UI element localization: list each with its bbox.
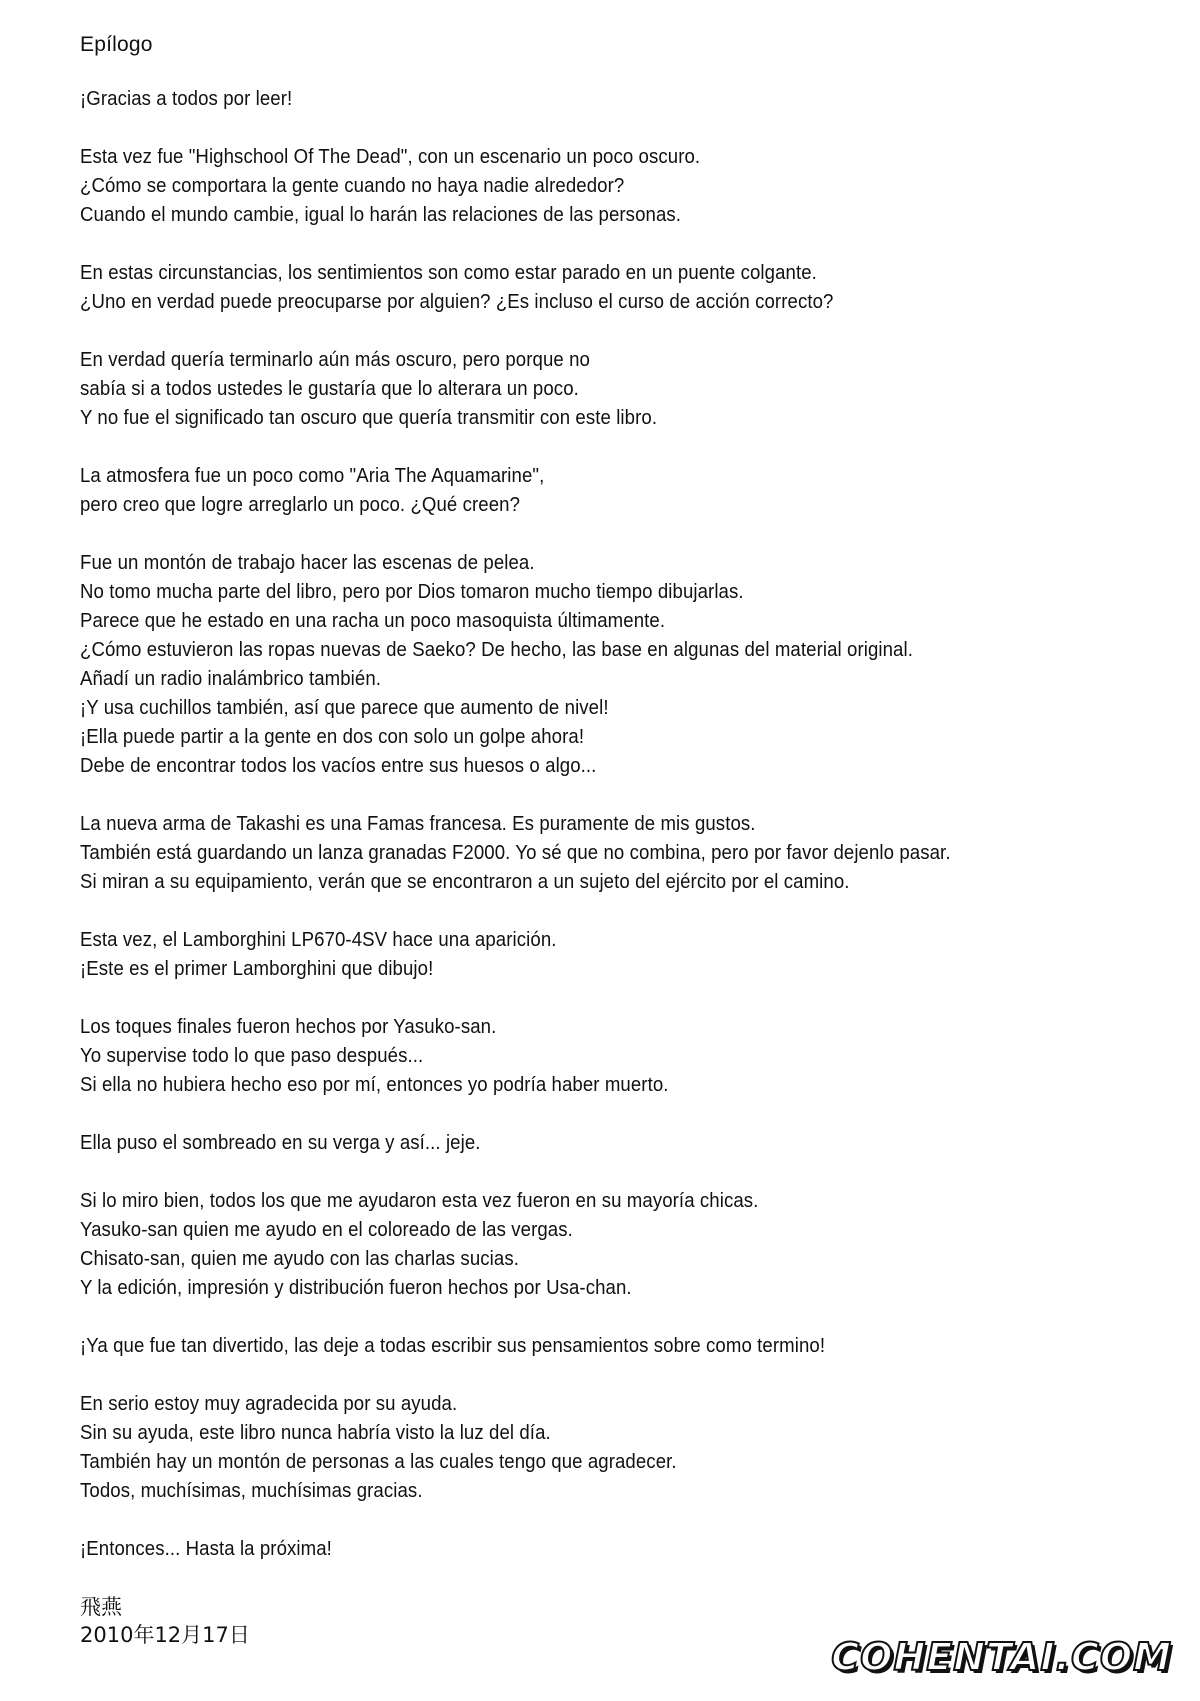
text-line: ¡Este es el primer Lamborghini que dibujo! xyxy=(80,958,434,980)
paragraph xyxy=(80,549,1160,781)
text-line: En serio estoy muy agradecida por su ayuda. xyxy=(80,1393,458,1415)
text-line: Si ella no hubiera hecho eso por mí, entonces yo podría haber muerto. xyxy=(80,1074,669,1096)
page-title: Epílogo xyxy=(80,33,153,56)
text-line: ¡Ella puede partir a la gente en dos con solo un golpe ahora! xyxy=(80,726,585,748)
text-line: Si lo miro bien, todos los que me ayudaron esta vez fueron en su mayoría chicas. xyxy=(80,1190,759,1212)
text-line: Añadí un radio inalámbrico también. xyxy=(80,668,382,690)
text-line: Debe de encontrar todos los vacíos entre sus huesos o algo... xyxy=(80,755,597,777)
text-line: sabía si a todos ustedes le gustaría que lo alterara un poco. xyxy=(80,378,579,400)
epilogue-page xyxy=(80,30,1160,1649)
text-line: ¡Entonces... Hasta la próxima! xyxy=(80,1538,332,1560)
text-line: Cuando el mundo cambie, igual lo harán las relaciones de las personas. xyxy=(80,204,682,226)
paragraph xyxy=(80,1129,1160,1158)
epilogue-body xyxy=(80,85,1160,1564)
text-line: ¿Uno en verdad puede preocuparse por alguien? ¿Es incluso el curso de acción correcto? xyxy=(80,291,834,313)
text-line: La nueva arma de Takashi es una Famas francesa. Es puramente de mis gustos. xyxy=(80,813,756,835)
text-line: Si miran a su equipamiento, verán que se encontraron a un sujeto del ejército por el camino. xyxy=(80,871,850,893)
paragraph xyxy=(80,346,1160,433)
text-line: ¿Cómo se comportara la gente cuando no haya nadie alrededor? xyxy=(80,175,625,197)
paragraph xyxy=(80,1535,1160,1564)
text-line: Esta vez, el Lamborghini LP670-4SV hace una aparición. xyxy=(80,929,557,951)
paragraph xyxy=(80,810,1160,897)
paragraph xyxy=(80,926,1160,984)
text-line: La atmosfera fue un poco como "Aria The Aquamarine", xyxy=(80,465,545,487)
text-line: En estas circunstancias, los sentimientos son como estar parado en un puente colgante. xyxy=(80,262,817,284)
text-line: ¿Cómo estuvieron las ropas nuevas de Saeko? De hecho, las base en algunas del material original. xyxy=(80,639,913,661)
text-line: Y la edición, impresión y distribución fueron hechos por Usa-chan. xyxy=(80,1277,632,1299)
paragraph xyxy=(80,462,1160,520)
paragraph xyxy=(80,259,1160,317)
text-line: Todos, muchísimas, muchísimas gracias. xyxy=(80,1480,423,1502)
text-line: También hay un montón de personas a las cuales tengo que agradecer. xyxy=(80,1451,677,1473)
text-line: Yo supervise todo lo que paso después... xyxy=(80,1045,424,1067)
text-line: Chisato-san, quien me ayudo con las charlas sucias. xyxy=(80,1248,519,1270)
paragraph xyxy=(80,1332,1160,1361)
paragraph xyxy=(80,143,1160,230)
site-watermark: COHENTAI.COM xyxy=(831,1635,1172,1679)
paragraph xyxy=(80,1013,1160,1100)
text-line: Fue un montón de trabajo hacer las escenas de pelea. xyxy=(80,552,535,574)
text-line: Sin su ayuda, este libro nunca habría visto la luz del día. xyxy=(80,1422,551,1444)
text-line: Yasuko-san quien me ayudo en el coloreado de las vergas. xyxy=(80,1219,573,1241)
signature-date: 2010年12月17日 xyxy=(80,1623,250,1647)
paragraph xyxy=(80,1390,1160,1506)
text-line: ¡Y usa cuchillos también, así que parece que aumento de nivel! xyxy=(80,697,609,719)
text-line: ¡Ya que fue tan divertido, las deje a todas escribir sus pensamientos sobre como termino! xyxy=(80,1335,826,1357)
text-line: Esta vez fue "Highschool Of The Dead", con un escenario un poco oscuro. xyxy=(80,146,701,168)
paragraph xyxy=(80,85,1160,114)
text-line: Parece que he estado en una racha un poco masoquista últimamente. xyxy=(80,610,666,632)
text-line: También está guardando un lanza granadas F2000. Yo sé que no combina, pero por favor dejenlo pasar. xyxy=(80,842,951,864)
text-line: pero creo que logre arreglarlo un poco. ¿Qué creen? xyxy=(80,494,521,516)
paragraph xyxy=(80,1187,1160,1303)
text-line: Y no fue el significado tan oscuro que quería transmitir con este libro. xyxy=(80,407,658,429)
text-line: No tomo mucha parte del libro, pero por Dios tomaron mucho tiempo dibujarlas. xyxy=(80,581,744,603)
text-line: En verdad quería terminarlo aún más oscuro, pero porque no xyxy=(80,349,590,371)
text-line: Los toques finales fueron hechos por Yasuko-san. xyxy=(80,1016,497,1038)
text-line: Ella puso el sombreado en su verga y así... jeje. xyxy=(80,1132,481,1154)
author-signature: 飛燕 xyxy=(80,1595,122,1619)
text-line: ¡Gracias a todos por leer! xyxy=(80,88,293,110)
